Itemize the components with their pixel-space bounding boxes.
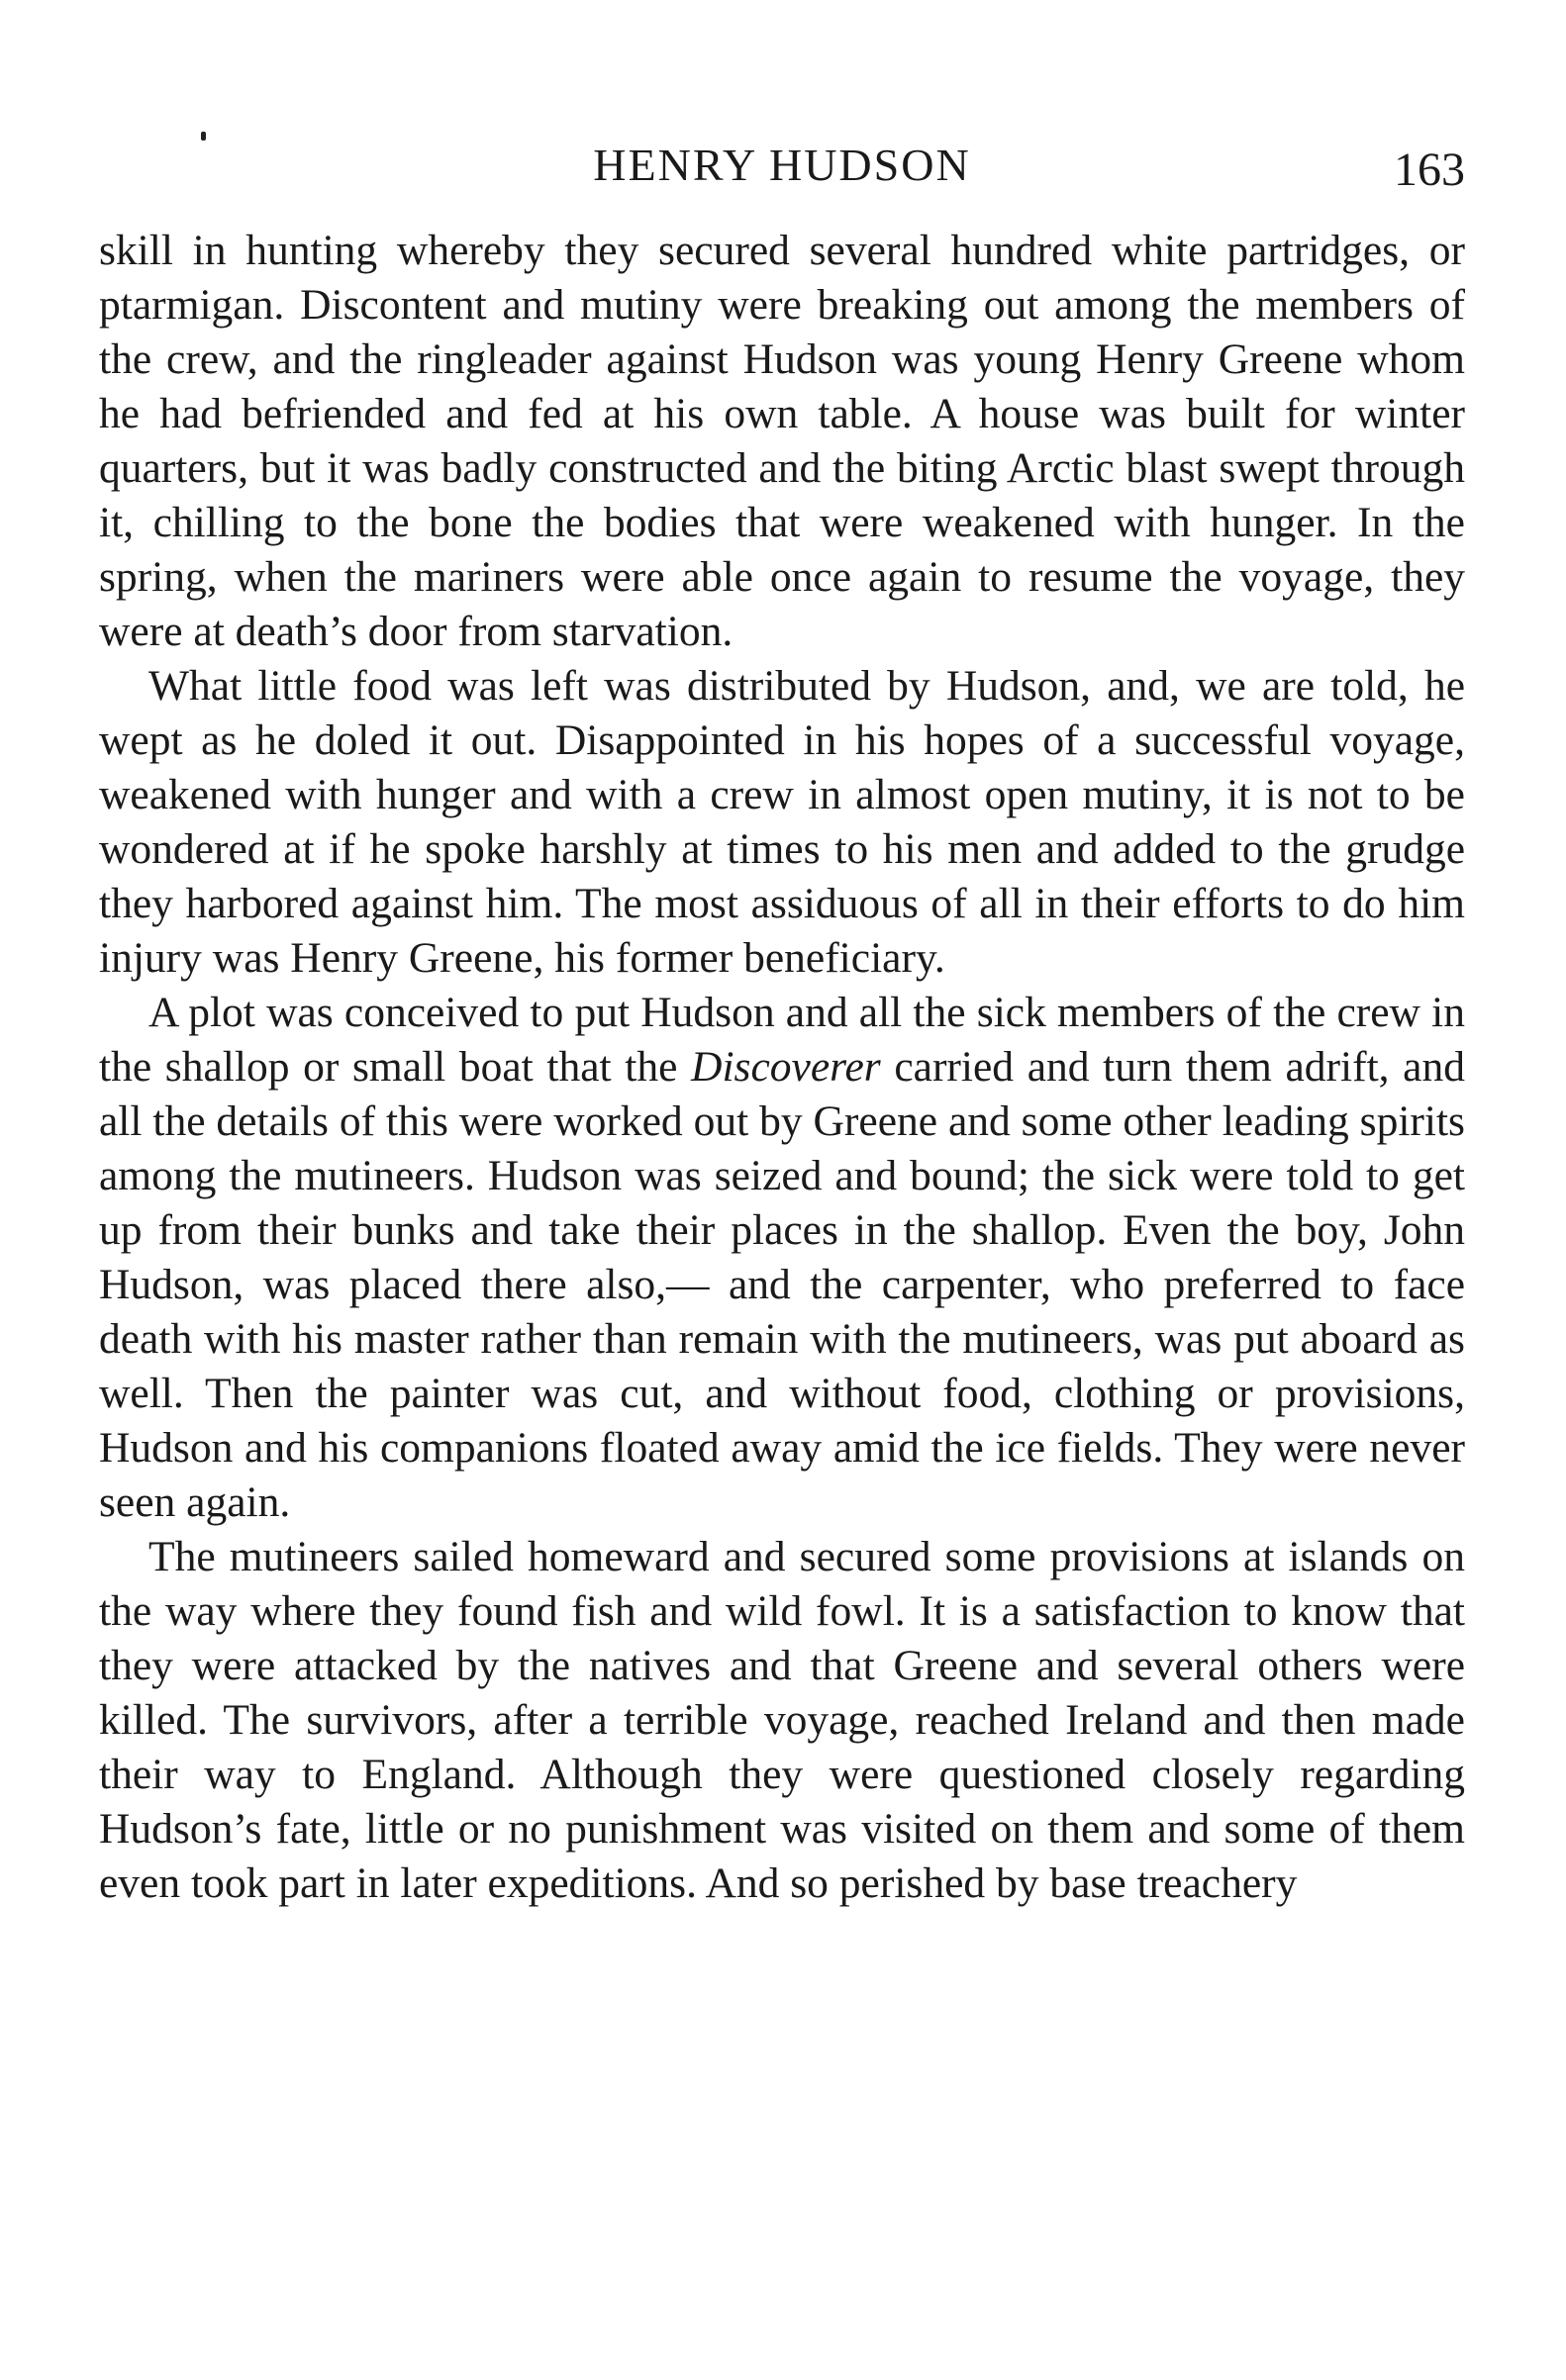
paragraph-3 bbox=[99, 986, 1465, 1530]
page-header bbox=[99, 139, 1465, 208]
paragraph-1: skill in hunting whereby they secured several hundred white partridges, or ptarmigan. Discontent and mutiny were breaking out among the members of the crew, and the ringleader against Hudson was young Henry Greene whom he had befriended and fed at his own table. A house was built for winter quarters, but it was badly constructed and the biting Arctic blast swept through it, chilling to the bone the bodies that were weakened with hunger. In the spring, when the mariners were able once again to resume the voyage, they were at death’s door from starvation. bbox=[99, 227, 1465, 655]
body-text bbox=[99, 224, 1465, 1911]
running-title: HENRY HUDSON bbox=[593, 140, 971, 190]
ship-name: Discoverer bbox=[691, 1043, 881, 1091]
paragraph-3-text-before: A plot was conceived to put Hudson and all the sick members of the crew in the shallop or small boat that the bbox=[99, 989, 1465, 1091]
page-number: 163 bbox=[1394, 143, 1465, 196]
paragraph-2: What little food was left was distributed by Hudson, and, we are told, he wept as he doled it out. Disappointed in his hopes of a successful voyage, weakened with hunger and with a crew in almost open mutiny, it is not to be wondered at if he spoke harshly at times to his men and added to the grudge they harbored against him. The most assiduous of all in their efforts to do him injury was Henry Greene, his former beneficiary. bbox=[99, 662, 1465, 982]
paragraph-4: The mutineers sailed homeward and secured some provisions at islands on the way where they found fish and wild fowl. It is a satisfaction to know that they were attacked by the natives and that Greene and several others were killed. The survivors, after a terrible voyage, reached Ireland and then made their way to England. Although they were questioned closely regarding Hudson’s fate, little or no punishment was visited on them and some of them even took part in later expeditions. And so perished by base treachery bbox=[99, 1533, 1465, 1907]
paragraph-3-text-after: carried and turn them adrift, and all the details of this were worked out by Greene and some other leading spirits among the mutineers. Hudson was seized and bound; the sick were told to get up from their bunks and take their places in the shallop. Even the boy, John Hudson, was placed there also,— and the carpenter, who preferred to face death with his master rather than remain with the mutineers, was put aboard as well. Then the painter was cut, and without food, clothing or provisions, Hudson and his companions floated away amid the ice fields. They were never seen again. bbox=[99, 1043, 1465, 1526]
